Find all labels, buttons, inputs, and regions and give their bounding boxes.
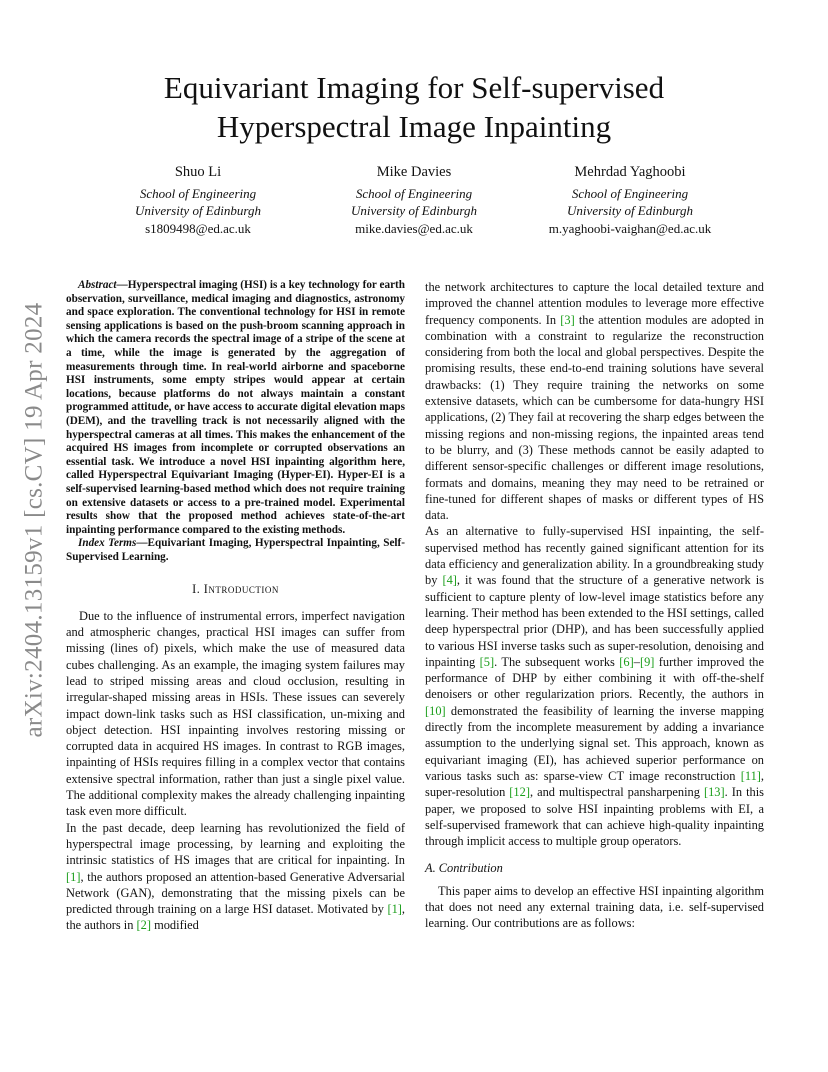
author-email: mike.davies@ed.ac.uk — [355, 220, 473, 236]
text-run: , it was found that the structure of a generative network is sufficient to capture plenty of low-level image statistics before any learning. Their method has been extended to the HSI settings, called deep hyperspectral prior (DHP), and has been successfully applied to various HSI inverse tasks such as super-resolution, denoising and inpainting — [425, 573, 764, 669]
citation-link[interactable]: [10] — [425, 703, 446, 718]
text-run: modified — [151, 918, 199, 933]
citation-link[interactable]: [11] — [740, 768, 761, 783]
citation-link[interactable]: [1] — [66, 869, 81, 884]
citation-link[interactable]: [13] — [703, 785, 725, 800]
author-3 — [530, 164, 730, 237]
text-run: . The subsequent works — [494, 654, 620, 669]
citation-link[interactable]: [9] — [639, 654, 655, 669]
index-terms-label: Index Terms — [78, 537, 137, 550]
subsection-heading-contribution: A. Contribution — [425, 861, 503, 876]
citation-link[interactable]: [5] — [479, 654, 495, 669]
intro-paragraph-4 — [425, 523, 764, 849]
author-univ: University of Edinburgh — [351, 203, 477, 218]
text-run: the network architectures to capture the local detailed texture and improved the channel attention modules to leverage more effective frequency components. In — [425, 280, 764, 327]
citation-link[interactable]: [3] — [560, 312, 575, 327]
arxiv-sidebar-stamp — [14, 280, 54, 760]
paper-title: Equivariant Imaging for Self-supervised Hyperspectral Image Inpainting — [163, 70, 665, 144]
author-name: Mike Davies — [376, 164, 452, 180]
author-univ: University of Edinburgh — [567, 203, 693, 218]
author-dept: School of Engineering — [139, 185, 257, 201]
text-run: , super-resolution — [425, 768, 764, 800]
author-email: m.yaghoobi-vaighan@ed.ac.uk — [548, 220, 712, 236]
arxiv-identifier: arXiv:2404.13159v1 [cs.CV] 19 Apr 2024 — [20, 302, 48, 738]
author-name: Shuo Li — [174, 164, 222, 180]
left-column — [66, 279, 405, 934]
contribution-paragraph: This paper aims to develop an effective HSI inpainting algorithm that does not need any external training data, i.e. self-supervised learning. Our contributions are as follows: — [425, 883, 764, 931]
abstract-text: —Hyperspectral imaging (HSI) is a key technology for earth observation, surveillance, medical imaging and diagnostics, astronomy and space exploration. The conventional technology for HSI in remote sensing applications is based on the push-broom scanning approach in which the camera records the spectral image of a stripe of the scene at a time, while the image is generated by the aggregation of measurements through time. In real-world airborne and spaceborne HSI instruments, some empty stripes would appear at certain locations, because platforms do not always maintain a constant programmed attitude, or have access to accurate digital elevation maps (DEM), and the travelling track is not necessarily aligned with the hyperspectral cameras at all times. This makes the enhancement of the acquired HS images from incomplete or corrupted observations an essential task. We introduce a novel HSI inpainting algorithm here, called Hyperspectral Equivariant Imaging (Hyper-EI). Hyper-EI is a self-supervised learning-based method which does not require training on extensive datasets or access to a pre-trained model. Experimental results show that the proposed method achieves state-of-the-art inpainting performance compared to the existing methods. — [66, 279, 405, 536]
section-title: Introduction — [203, 582, 279, 597]
text-run: demonstrated the feasibility of learning the inverse mapping directly from the incomplete measurement by adding a invariance assumption to the underlying signal set. This approach, known as equivariant imaging (EI), has achieved superior performance on various tasks such as: sparse-view CT image reconstruction — [425, 703, 764, 783]
text-run: – — [633, 654, 640, 669]
author-dept: School of Engineering — [355, 185, 473, 201]
intro-paragraph-3 — [425, 279, 764, 523]
index-terms-text: —Equivariant Imaging, Hyperspectral Inpainting, Self-Supervised Learning. — [66, 537, 405, 563]
citation-link[interactable]: [1] — [387, 902, 402, 917]
text-run: the attention modules are adopted in combination with a constraint to regularize the reconstruction considering from both the local and global perspectives. Despite the promising results, these end-to-end training solutions have several drawbacks: (1) They require training the networks on some extensive datasets, which can be cumbersome for data-hungry HSI applications, (2) They fail at recovering the sharp edges between the missing regions and non-missing regions, the inpainted areas tend to be blurry, and (3) These methods cannot be easily adapted to different sensor-specific challenges or different image resolutions, formats and domains, meaning they may need to be retrained or fine-tuned for different shapes of masks or different types of HS data. — [425, 312, 764, 523]
author-2 — [314, 164, 514, 237]
text-run: , and multispectral pansharpening — [529, 785, 704, 800]
citation-link[interactable]: [6] — [619, 654, 634, 669]
author-univ: University of Edinburgh — [135, 203, 261, 218]
author-block — [98, 164, 730, 237]
section-numeral: I. — [192, 582, 201, 597]
abstract — [66, 279, 405, 537]
abstract-label: Abstract — [78, 279, 117, 291]
intro-paragraph-2 — [66, 820, 405, 934]
text-run: , the authors in — [66, 902, 405, 933]
right-column — [425, 279, 764, 932]
citation-link[interactable]: [4] — [442, 573, 457, 588]
section-heading-introduction — [66, 581, 405, 597]
text-run: In the past decade, deep learning has revolutionized the field of hyperspectral image processing, by learning and exploiting the intrinsic statistics of HS images that are critical for inpainting. In — [66, 820, 405, 868]
text-run: . In this paper, we proposed to solve HSI inpainting problems with EI, a self-supervised framework that can achieve high-quality inpainting through implicit access to multiple group operators. — [425, 785, 764, 849]
text-run: As an alternative to fully-supervised HSI inpainting, the self-supervised method has recently gained significant attention for its data efficiency and generalization ability. In a groundbreaking study by — [425, 524, 764, 588]
intro-paragraph-1: Due to the influence of instrumental errors, imperfect navigation and atmospheric changes, practical HSI images can suffer from missing (lines of) pixels, which make the use of measured data cubes challenging. As an example, the imaging system failures may lead to striped missing areas and cloud occlusion, resulting in irregular-shaped missing areas in HSIs. These issues can severely impact down-link tasks such as HSI classification, un-mixing and object detection. HSI inpainting involves restoring missing or corrupted data in acquired HS images. In contrast to RGB images, inpainting of HSIs requires filling in a complex vector that contains extensive spectral information, rather than just a single pixel value. The additional complexity makes the already challenging inpainting task even more difficult. — [66, 608, 405, 819]
text-run: , the authors proposed an attention-based Generative Adversarial Network (GAN), demonstrating that the missing pixels can be predicted through training on a large HSI dataset. Motivated by — [66, 869, 405, 917]
author-email: s1809498@ed.ac.uk — [145, 220, 251, 236]
index-terms — [66, 537, 405, 564]
citation-link[interactable]: [2] — [136, 918, 151, 933]
citation-link[interactable]: [12] — [509, 785, 530, 800]
text-run: further improved the performance of DHP by either combining it with off-the-shelf denoisers or other regularization priors. Recently, the authors in — [425, 654, 764, 702]
author-name: Mehrdad Yaghoobi — [574, 164, 686, 180]
author-1 — [98, 164, 298, 237]
author-dept: School of Engineering — [571, 185, 689, 201]
